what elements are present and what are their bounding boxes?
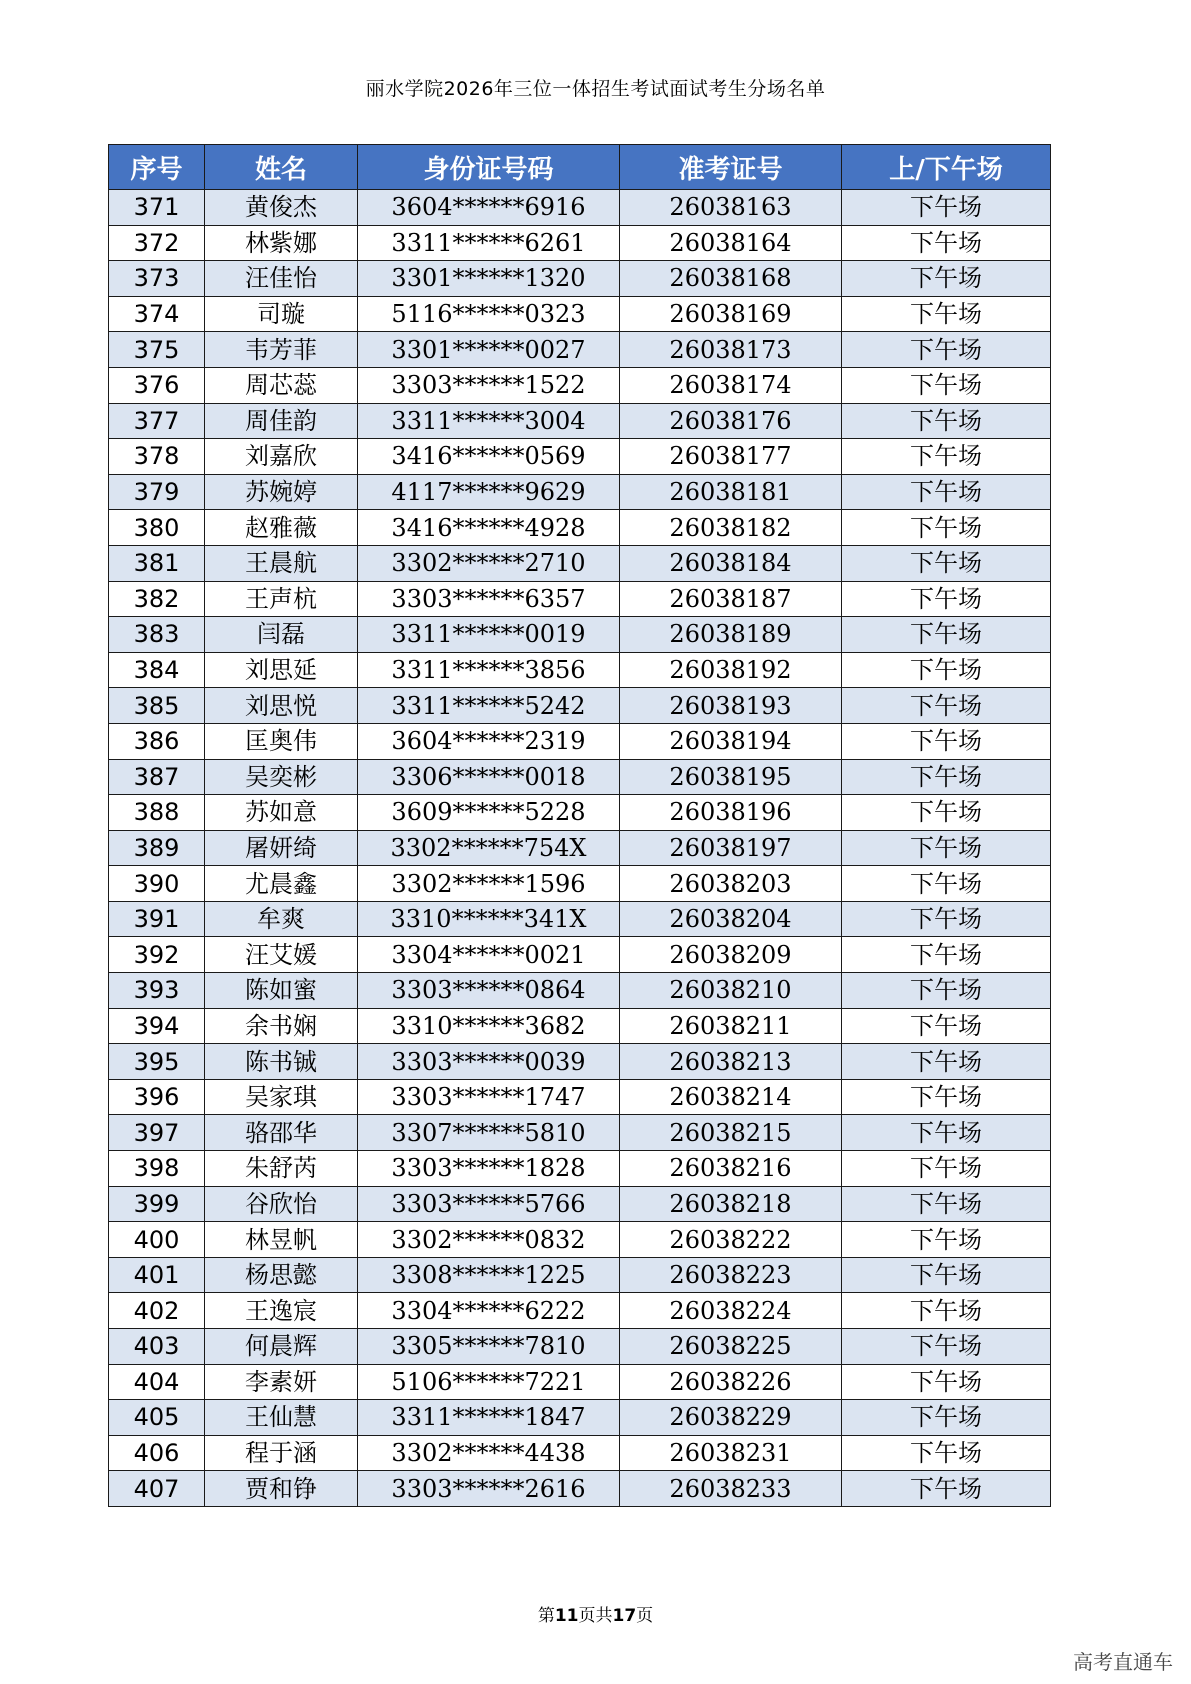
id-number-cell: 3311******0019 [358,617,620,653]
session-cell: 下午场 [842,830,1051,866]
session-cell: 下午场 [842,474,1051,510]
id-number-cell: 3302******1596 [358,866,620,902]
name-cell: 刘思延 [205,652,358,688]
ticket-number-cell: 26038214 [620,1079,842,1115]
name-cell: 屠妍绮 [205,830,358,866]
table-row [109,973,1051,1009]
table-row [109,1435,1051,1471]
table-row [109,937,1051,973]
name-cell: 陈如蜜 [205,973,358,1009]
id-number-cell: 3303******5766 [358,1186,620,1222]
ticket-number-cell: 26038181 [620,474,842,510]
table-row [109,296,1051,332]
session-cell: 下午场 [842,332,1051,368]
ticket-number-cell: 26038223 [620,1257,842,1293]
ticket-number-cell: 26038164 [620,225,842,261]
name-cell: 李素妍 [205,1364,358,1400]
seq-cell: 379 [109,474,205,510]
id-number-cell: 3416******4928 [358,510,620,546]
name-cell: 杨思懿 [205,1257,358,1293]
header-id-number: 身份证号码 [358,145,620,190]
name-cell: 韦芳菲 [205,332,358,368]
ticket-number-cell: 26038169 [620,296,842,332]
session-cell: 下午场 [842,1044,1051,1080]
seq-cell: 384 [109,652,205,688]
table-row [109,1222,1051,1258]
id-number-cell: 3303******2616 [358,1471,620,1507]
table-row [109,367,1051,403]
seq-cell: 400 [109,1222,205,1258]
session-cell: 下午场 [842,759,1051,795]
name-cell: 刘嘉欣 [205,439,358,475]
id-number-cell: 3311******5242 [358,688,620,724]
id-number-cell: 3311******3856 [358,652,620,688]
footer-page-number: 11 [554,1606,579,1626]
name-cell: 贾和铮 [205,1471,358,1507]
session-cell: 下午场 [842,723,1051,759]
session-cell: 下午场 [842,1186,1051,1222]
ticket-number-cell: 26038218 [620,1186,842,1222]
id-number-cell: 3303******1747 [358,1079,620,1115]
name-cell: 苏如意 [205,795,358,831]
ticket-number-cell: 26038194 [620,723,842,759]
seq-cell: 396 [109,1079,205,1115]
id-number-cell: 3416******0569 [358,439,620,475]
id-number-cell: 3302******0832 [358,1222,620,1258]
name-cell: 何晨辉 [205,1329,358,1365]
watermark: 高考直通车 [1073,1650,1173,1674]
table-row [109,759,1051,795]
table-row [109,617,1051,653]
id-number-cell: 5116******0323 [358,296,620,332]
name-cell: 闫磊 [205,617,358,653]
session-cell: 下午场 [842,973,1051,1009]
session-cell: 下午场 [842,581,1051,617]
name-cell: 苏婉婷 [205,474,358,510]
table-row [109,1115,1051,1151]
id-number-cell: 3604******6916 [358,190,620,226]
ticket-number-cell: 26038182 [620,510,842,546]
ticket-number-cell: 26038231 [620,1435,842,1471]
session-cell: 下午场 [842,1293,1051,1329]
seq-cell: 398 [109,1151,205,1187]
table-row [109,1151,1051,1187]
id-number-cell: 3302******4438 [358,1435,620,1471]
seq-cell: 395 [109,1044,205,1080]
ticket-number-cell: 26038204 [620,901,842,937]
table-row [109,1257,1051,1293]
ticket-number-cell: 26038213 [620,1044,842,1080]
table-row [109,901,1051,937]
seq-cell: 371 [109,190,205,226]
ticket-number-cell: 26038233 [620,1471,842,1507]
session-cell: 下午场 [842,1329,1051,1365]
session-cell: 下午场 [842,367,1051,403]
seq-cell: 394 [109,1008,205,1044]
id-number-cell: 3311******1847 [358,1400,620,1436]
id-number-cell: 3303******1522 [358,367,620,403]
id-number-cell: 3303******0864 [358,973,620,1009]
session-cell: 下午场 [842,617,1051,653]
name-cell: 周芯蕊 [205,367,358,403]
seq-cell: 388 [109,795,205,831]
name-cell: 余书娴 [205,1008,358,1044]
seq-cell: 391 [109,901,205,937]
header-name: 姓名 [205,145,358,190]
table-row [109,1044,1051,1080]
table-row [109,545,1051,581]
name-cell: 汪佳怡 [205,261,358,297]
name-cell: 陈书铖 [205,1044,358,1080]
name-cell: 吴奕彬 [205,759,358,795]
header-session: 上/下午场 [842,145,1051,190]
ticket-number-cell: 26038229 [620,1400,842,1436]
name-cell: 黄俊杰 [205,190,358,226]
session-cell: 下午场 [842,688,1051,724]
name-cell: 匡奥伟 [205,723,358,759]
name-cell: 林昱帆 [205,1222,358,1258]
ticket-number-cell: 26038196 [620,795,842,831]
table-row [109,332,1051,368]
session-cell: 下午场 [842,1079,1051,1115]
footer-prefix: 第 [537,1606,555,1626]
ticket-number-cell: 26038216 [620,1151,842,1187]
ticket-number-cell: 26038177 [620,439,842,475]
ticket-number-cell: 26038211 [620,1008,842,1044]
session-cell: 下午场 [842,190,1051,226]
id-number-cell: 5106******7221 [358,1364,620,1400]
name-cell: 刘思悦 [205,688,358,724]
seq-cell: 407 [109,1471,205,1507]
id-number-cell: 3304******6222 [358,1293,620,1329]
table-row [109,652,1051,688]
seq-cell: 389 [109,830,205,866]
id-number-cell: 3311******6261 [358,225,620,261]
table-row [109,510,1051,546]
table-row [109,1364,1051,1400]
ticket-number-cell: 26038174 [620,367,842,403]
session-cell: 下午场 [842,1400,1051,1436]
id-number-cell: 4117******9629 [358,474,620,510]
seq-cell: 380 [109,510,205,546]
table-row [109,1008,1051,1044]
name-cell: 朱舒芮 [205,1151,358,1187]
id-number-cell: 3311******3004 [358,403,620,439]
name-cell: 汪艾媛 [205,937,358,973]
table-row [109,581,1051,617]
session-cell: 下午场 [842,901,1051,937]
ticket-number-cell: 26038203 [620,866,842,902]
seq-cell: 375 [109,332,205,368]
ticket-number-cell: 26038189 [620,617,842,653]
seq-cell: 377 [109,403,205,439]
session-cell: 下午场 [842,1008,1051,1044]
seq-cell: 373 [109,261,205,297]
id-number-cell: 3303******6357 [358,581,620,617]
table-row [109,866,1051,902]
name-cell: 骆邵华 [205,1115,358,1151]
table-row [109,1079,1051,1115]
seq-cell: 403 [109,1329,205,1365]
seq-cell: 381 [109,545,205,581]
seq-cell: 393 [109,973,205,1009]
seq-cell: 404 [109,1364,205,1400]
seq-cell: 385 [109,688,205,724]
seq-cell: 386 [109,723,205,759]
session-cell: 下午场 [842,1222,1051,1258]
name-cell: 林紫娜 [205,225,358,261]
table-row [109,261,1051,297]
id-number-cell: 3604******2319 [358,723,620,759]
ticket-number-cell: 26038226 [620,1364,842,1400]
id-number-cell: 3302******2710 [358,545,620,581]
table-row [109,1400,1051,1436]
footer-suffix: 页 [636,1606,654,1626]
seq-cell: 374 [109,296,205,332]
ticket-number-cell: 26038222 [620,1222,842,1258]
id-number-cell: 3310******341X [358,901,620,937]
id-number-cell: 3305******7810 [358,1329,620,1365]
session-cell: 下午场 [842,937,1051,973]
session-cell: 下午场 [842,1364,1051,1400]
table-row [109,1471,1051,1507]
table-row [109,439,1051,475]
table-row [109,723,1051,759]
ticket-number-cell: 26038176 [620,403,842,439]
id-number-cell: 3301******0027 [358,332,620,368]
footer-middle: 页共 [578,1606,613,1626]
id-number-cell: 3301******1320 [358,261,620,297]
page-footer [0,1601,1191,1626]
name-cell: 牟爽 [205,901,358,937]
name-cell: 王晨航 [205,545,358,581]
name-cell: 程于涵 [205,1435,358,1471]
id-number-cell: 3306******0018 [358,759,620,795]
ticket-number-cell: 26038173 [620,332,842,368]
session-cell: 下午场 [842,1435,1051,1471]
ticket-number-cell: 26038193 [620,688,842,724]
table-row [109,830,1051,866]
candidate-table [108,144,1051,1507]
session-cell: 下午场 [842,1257,1051,1293]
name-cell: 赵雅薇 [205,510,358,546]
session-cell: 下午场 [842,261,1051,297]
seq-cell: 406 [109,1435,205,1471]
session-cell: 下午场 [842,510,1051,546]
seq-cell: 387 [109,759,205,795]
ticket-number-cell: 26038168 [620,261,842,297]
id-number-cell: 3304******0021 [358,937,620,973]
name-cell: 王逸宸 [205,1293,358,1329]
name-cell: 司璇 [205,296,358,332]
ticket-number-cell: 26038163 [620,190,842,226]
ticket-number-cell: 26038225 [620,1329,842,1365]
table-row [109,1186,1051,1222]
seq-cell: 390 [109,866,205,902]
session-cell: 下午场 [842,296,1051,332]
session-cell: 下午场 [842,225,1051,261]
seq-cell: 382 [109,581,205,617]
header-ticket-number: 准考证号 [620,145,842,190]
seq-cell: 392 [109,937,205,973]
session-cell: 下午场 [842,1151,1051,1187]
table-row [109,688,1051,724]
table-row [109,403,1051,439]
seq-cell: 376 [109,367,205,403]
table-row [109,795,1051,831]
name-cell: 吴家琪 [205,1079,358,1115]
id-number-cell: 3303******0039 [358,1044,620,1080]
table-row [109,190,1051,226]
session-cell: 下午场 [842,439,1051,475]
ticket-number-cell: 26038215 [620,1115,842,1151]
id-number-cell: 3310******3682 [358,1008,620,1044]
ticket-number-cell: 26038195 [620,759,842,795]
header-seq: 序号 [109,145,205,190]
ticket-number-cell: 26038197 [620,830,842,866]
session-cell: 下午场 [842,795,1051,831]
table-row [109,474,1051,510]
table-row [109,225,1051,261]
name-cell: 周佳韵 [205,403,358,439]
ticket-number-cell: 26038187 [620,581,842,617]
session-cell: 下午场 [842,652,1051,688]
name-cell: 王声杭 [205,581,358,617]
ticket-number-cell: 26038224 [620,1293,842,1329]
id-number-cell: 3303******1828 [358,1151,620,1187]
table-header-row [109,145,1051,190]
id-number-cell: 3308******1225 [358,1257,620,1293]
page-title: 丽水学院2026年三位一体招生考试面试考生分场名单 [365,78,826,100]
seq-cell: 372 [109,225,205,261]
id-number-cell: 3609******5228 [358,795,620,831]
id-number-cell: 3307******5810 [358,1115,620,1151]
id-number-cell: 3302******754X [358,830,620,866]
table-row [109,1293,1051,1329]
seq-cell: 397 [109,1115,205,1151]
session-cell: 下午场 [842,866,1051,902]
ticket-number-cell: 26038209 [620,937,842,973]
session-cell: 下午场 [842,403,1051,439]
seq-cell: 402 [109,1293,205,1329]
name-cell: 尤晨鑫 [205,866,358,902]
session-cell: 下午场 [842,1115,1051,1151]
session-cell: 下午场 [842,1471,1051,1507]
seq-cell: 399 [109,1186,205,1222]
ticket-number-cell: 26038210 [620,973,842,1009]
ticket-number-cell: 26038184 [620,545,842,581]
seq-cell: 378 [109,439,205,475]
table-body [109,190,1051,1507]
seq-cell: 383 [109,617,205,653]
seq-cell: 405 [109,1400,205,1436]
table-row [109,1329,1051,1365]
footer-total-pages: 17 [612,1606,637,1626]
name-cell: 谷欣怡 [205,1186,358,1222]
seq-cell: 401 [109,1257,205,1293]
name-cell: 王仙慧 [205,1400,358,1436]
session-cell: 下午场 [842,545,1051,581]
ticket-number-cell: 26038192 [620,652,842,688]
